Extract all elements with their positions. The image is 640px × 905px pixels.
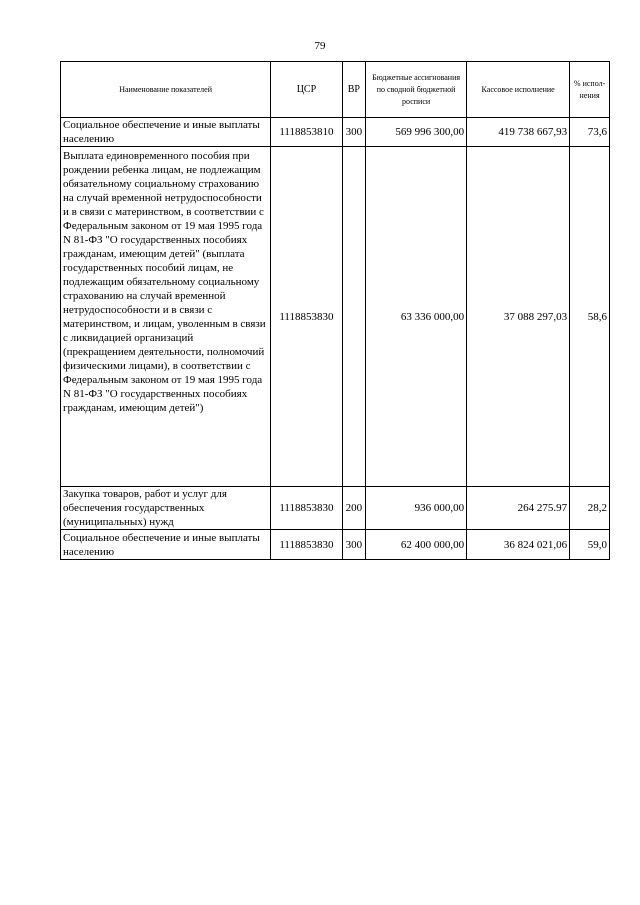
row-vr: 200 bbox=[342, 487, 365, 530]
row-cash: 36 824 021,06 bbox=[467, 530, 570, 560]
table-row bbox=[61, 487, 610, 530]
budget-execution-table bbox=[60, 61, 610, 560]
row-allocations: 63 336 000,00 bbox=[366, 147, 467, 487]
header-allocations: Бюджетные ассигнования по сводной бюджетной росписи bbox=[366, 62, 467, 118]
table-row bbox=[61, 147, 610, 487]
row-vr: 300 bbox=[342, 530, 365, 560]
row-percent: 58,6 bbox=[570, 147, 610, 487]
header-cash: Кассовое исполнение bbox=[467, 62, 570, 118]
row-name: Социальное обеспечение и иные выплаты населению bbox=[61, 530, 271, 560]
row-allocations: 62 400 000,00 bbox=[366, 530, 467, 560]
header-percent: % испол-нения bbox=[570, 62, 610, 118]
row-cash: 419 738 667,93 bbox=[467, 118, 570, 147]
row-allocations: 569 996 300,00 bbox=[366, 118, 467, 147]
table-row bbox=[61, 530, 610, 560]
row-cash: 37 088 297,03 bbox=[467, 147, 570, 487]
header-name: Наименование показателей bbox=[61, 62, 271, 118]
row-percent: 73,6 bbox=[570, 118, 610, 147]
header-vr: ВР bbox=[342, 62, 365, 118]
table-row bbox=[61, 118, 610, 147]
row-percent: 59,0 bbox=[570, 530, 610, 560]
table-header-row bbox=[61, 62, 610, 118]
row-csr: 1118853810 bbox=[271, 118, 342, 147]
row-name: Социальное обеспечение и иные выплаты населению bbox=[61, 118, 271, 147]
row-vr: 300 bbox=[342, 118, 365, 147]
row-csr: 1118853830 bbox=[271, 530, 342, 560]
row-name: Закупка товаров, работ и услуг для обеспечения государственных (муниципальных) нужд bbox=[61, 487, 271, 530]
row-vr bbox=[342, 147, 365, 487]
row-csr: 1118853830 bbox=[271, 487, 342, 530]
row-name: Выплата единовременного пособия при рождении ребенка лицам, не подлежащим обязательному социальному страхованию на случай временной нетрудоспособности и в связи с материнством, в соответствии с Федеральным законом от 19 мая 1995 года N 81-ФЗ "О государственных пособиях гражданам, имеющим детей" (выплата государственных пособий лицам, не подлежащим обязательному социальному страхованию на случай временной нетрудоспособности и в связи с материнством, и лицам, уволенным в связи с ликвидацией организаций (прекращением деятельности, полномочий физическими лицами), в соответствии с Федеральным законом от 19 мая 1995 года N 81-ФЗ "О государственных пособиях гражданам, имеющим детей") bbox=[61, 147, 271, 487]
row-percent: 28,2 bbox=[570, 487, 610, 530]
page-number: 79 bbox=[314, 40, 326, 52]
row-cash: 264 275.97 bbox=[467, 487, 570, 530]
row-allocations: 936 000,00 bbox=[366, 487, 467, 530]
header-csr: ЦСР bbox=[271, 62, 342, 118]
row-csr: 1118853830 bbox=[271, 147, 342, 487]
